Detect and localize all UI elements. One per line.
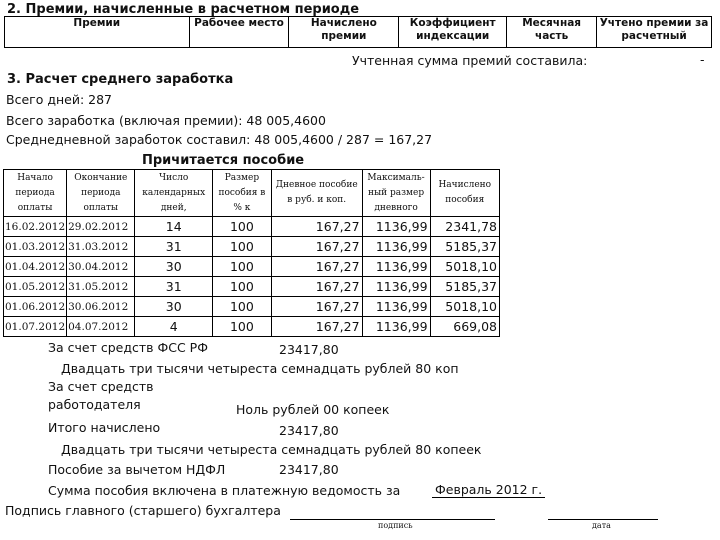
days-cell: 4 (135, 317, 213, 337)
days-cell: 14 (135, 217, 213, 237)
percent-cell: 100 (212, 277, 271, 297)
percent-cell: 100 (212, 317, 271, 337)
days-cell: 30 (135, 257, 213, 277)
table-row (4, 217, 500, 237)
premiums-col-header: Коэффициент индексации (399, 17, 507, 48)
period-start-cell: 16.02.2012 (4, 217, 67, 237)
employer-words: Ноль рублей 00 копеек (236, 402, 390, 417)
benefit-col-header: Дневное пособие в руб. и коп. (271, 170, 362, 217)
period-start-cell: 01.07.2012 (4, 317, 67, 337)
net-value: 23417,80 (279, 462, 339, 477)
benefit-table (3, 169, 500, 337)
period-end-cell: 30.04.2012 (67, 257, 135, 277)
accrued-cell: 5185,37 (430, 277, 499, 297)
period-end-cell: 31.03.2012 (67, 237, 135, 257)
signature-label: Подпись главного (старшего) бухгалтера (5, 503, 281, 518)
days-cell: 30 (135, 297, 213, 317)
percent-cell: 100 (212, 297, 271, 317)
section2-title: 2. Премии, начисленные в расчетном периоде (7, 2, 360, 17)
period-start-cell: 01.04.2012 (4, 257, 67, 277)
period-start-cell: 01.06.2012 (4, 297, 67, 317)
benefit-header-row (4, 170, 500, 217)
premiums-col-header: Учтено премии за расчетный (597, 17, 712, 48)
accrued-cell: 5018,10 (430, 257, 499, 277)
table-row (4, 297, 500, 317)
period-end-cell: 04.07.2012 (67, 317, 135, 337)
daily-benefit-cell: 167,27 (271, 297, 362, 317)
benefit-col-header: Начало периода оплаты (4, 170, 67, 217)
daily-benefit-cell: 167,27 (271, 237, 362, 257)
benefit-col-header: Окончание периода оплаты (67, 170, 135, 217)
table-row (4, 317, 500, 337)
daily-benefit-cell: 167,27 (271, 277, 362, 297)
benefit-col-header: Начислено пособия (430, 170, 499, 217)
fss-label: За счет средств ФСС РФ (48, 340, 208, 355)
period-end-cell: 31.05.2012 (67, 277, 135, 297)
premiums-col-header: Месячная часть (507, 17, 597, 48)
period-start-cell: 01.03.2012 (4, 237, 67, 257)
percent-cell: 100 (212, 257, 271, 277)
percent-cell: 100 (212, 217, 271, 237)
benefit-title: Причитается пособие (142, 153, 305, 168)
date-line (548, 519, 658, 520)
accrued-cell: 2341,78 (430, 217, 499, 237)
fss-words: Двадцать три тысячи четыреста семнадцать рублей 80 коп (61, 361, 459, 376)
employer-label-line2: работодателя (48, 397, 141, 412)
benefit-table-body (4, 217, 500, 337)
percent-cell: 100 (212, 237, 271, 257)
premiums-summary-value: - (700, 52, 705, 67)
signature-caption: подпись (378, 521, 413, 530)
daily-benefit-cell: 167,27 (271, 257, 362, 277)
employer-label-line1: За счет средств (48, 379, 154, 394)
daily-benefit-cell: 167,27 (271, 317, 362, 337)
period-start-cell: 01.05.2012 (4, 277, 67, 297)
daily-benefit-cell: 167,27 (271, 217, 362, 237)
max-daily-cell: 1136,99 (362, 257, 430, 277)
max-daily-cell: 1136,99 (362, 237, 430, 257)
table-row (4, 237, 500, 257)
fss-value: 23417,80 (279, 342, 339, 357)
accrued-cell: 5018,10 (430, 297, 499, 317)
max-daily-cell: 1136,99 (362, 277, 430, 297)
total-label: Итого начислено (48, 420, 161, 435)
net-label: Пособие за вычетом НДФЛ (48, 462, 226, 477)
payroll-month: Февраль 2012 г. (432, 482, 545, 498)
total-days: Всего дней: 287 (6, 92, 112, 107)
max-daily-cell: 1136,99 (362, 297, 430, 317)
benefit-col-header: Число календарных дней, (135, 170, 213, 217)
benefit-col-header: Максималь-ный размер дневного (362, 170, 430, 217)
section3-title: 3. Расчет среднего заработка (7, 72, 234, 87)
period-end-cell: 29.02.2012 (67, 217, 135, 237)
premiums-col-header: Начислено премии (289, 17, 399, 48)
premiums-header-row (5, 17, 712, 48)
accrued-cell: 5185,37 (430, 237, 499, 257)
table-row (4, 277, 500, 297)
table-row (4, 257, 500, 277)
premiums-col-header: Рабочее место (189, 17, 289, 48)
premiums-table (4, 16, 712, 48)
premiums-col-header: Премии (5, 17, 190, 48)
days-cell: 31 (135, 237, 213, 257)
premiums-summary-label: Учтенная сумма премий составила: (352, 53, 588, 68)
signature-line (290, 519, 495, 520)
daily-earnings: Среднедневной заработок составил: 48 005,4600 / 287 = 167,27 (6, 132, 433, 147)
max-daily-cell: 1136,99 (362, 317, 430, 337)
total-value: 23417,80 (279, 423, 339, 438)
total-earnings: Всего заработка (включая премии): 48 005,4600 (6, 113, 326, 128)
total-words: Двадцать три тысячи четыреста семнадцать рублей 80 копеек (61, 442, 482, 457)
days-cell: 31 (135, 277, 213, 297)
period-end-cell: 30.06.2012 (67, 297, 135, 317)
accrued-cell: 669,08 (430, 317, 499, 337)
max-daily-cell: 1136,99 (362, 217, 430, 237)
date-caption: дата (592, 521, 611, 530)
payroll-label: Сумма пособия включена в платежную ведомость за (48, 483, 401, 498)
benefit-col-header: Размер пособия в % к (212, 170, 271, 217)
